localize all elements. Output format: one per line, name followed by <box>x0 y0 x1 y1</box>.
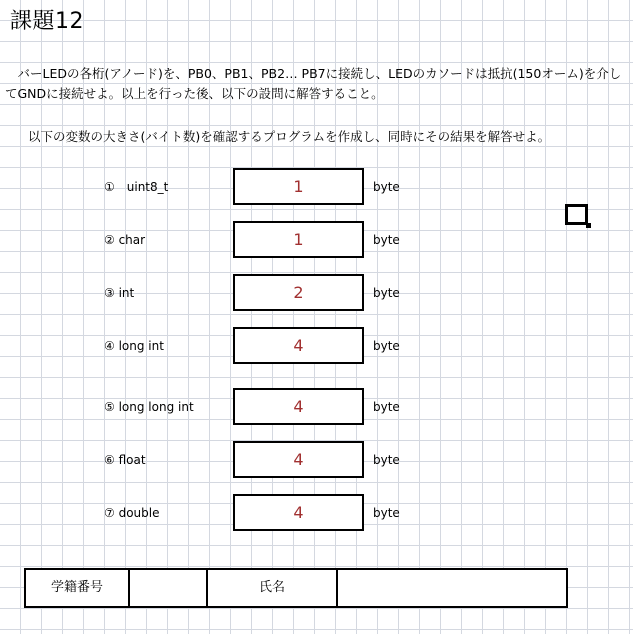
row-label-long-int: ④ long int <box>104 339 164 353</box>
row-label-float: ⑥ float <box>104 453 146 467</box>
unit-label: byte <box>373 453 400 467</box>
answer-cell-char[interactable]: 1 <box>233 221 364 258</box>
answer-cell-float[interactable]: 4 <box>233 441 364 478</box>
unit-label: byte <box>373 339 400 353</box>
row-label-double: ⑦ double <box>104 506 160 520</box>
name-field[interactable] <box>338 570 566 606</box>
name-label: 氏名 <box>208 570 338 606</box>
row-label-long-long-int: ⑤ long long int <box>104 400 194 414</box>
student-info-table <box>24 568 568 608</box>
unit-label: byte <box>373 506 400 520</box>
answer-cell-long-int[interactable]: 4 <box>233 327 364 364</box>
cell-selection-handle[interactable] <box>565 204 588 225</box>
row-label-int: ③ int <box>104 286 135 300</box>
unit-label: byte <box>373 286 400 300</box>
unit-label: byte <box>373 400 400 414</box>
task-text: 以下の変数の大きさ(バイト数)を確認するプログラムを作成し、同時にその結果を解答せよ。 <box>28 129 551 144</box>
unit-label: byte <box>373 233 400 247</box>
instruction-text: バーLEDの各桁(アノード)を、PB0、PB1、PB2… PB7に接続し、LEDのカソードは抵抗(150オーム)を介してGNDに接続せよ。以上を行った後、以下の設問に解答すること。 <box>5 66 622 101</box>
answer-cell-double[interactable]: 4 <box>233 494 364 531</box>
student-id-field[interactable] <box>130 570 208 606</box>
answer-cell-uint8[interactable]: 1 <box>233 168 364 205</box>
answer-cell-int[interactable]: 2 <box>233 274 364 311</box>
answer-cell-long-long-int[interactable]: 4 <box>233 388 364 425</box>
unit-label: byte <box>373 180 400 194</box>
page-title: 課題12 <box>10 9 84 34</box>
row-label-char: ② char <box>104 233 146 247</box>
row-label-uint8: ① uint8_t <box>104 180 169 194</box>
student-id-label: 学籍番号 <box>26 570 130 606</box>
